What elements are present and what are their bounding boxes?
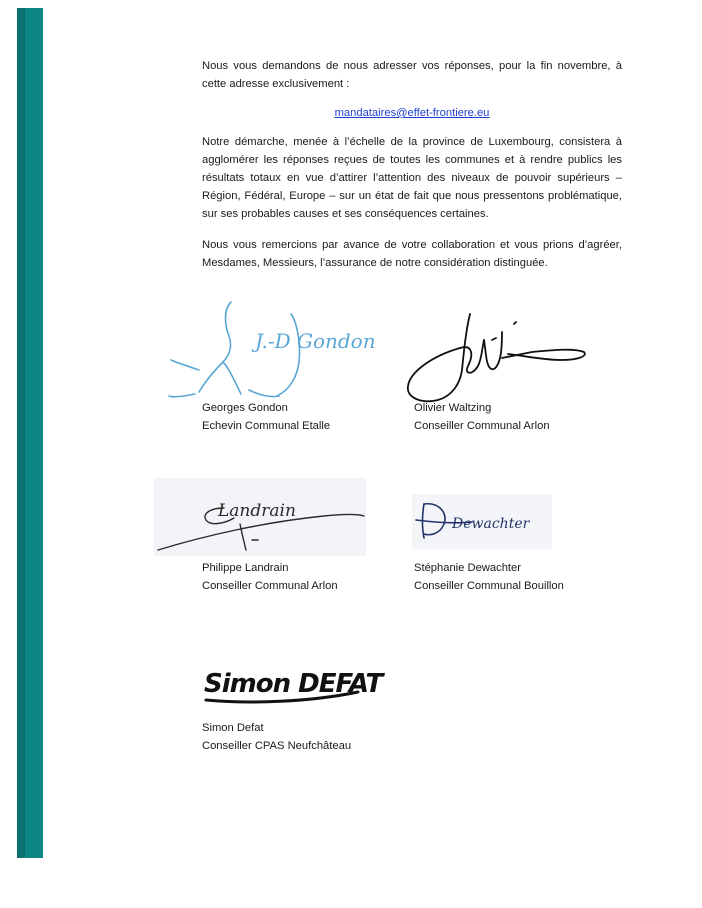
paragraph-approach: Notre démarche, menée à l’échelle de la province de Luxembourg, consistera à agglomérer les réponses reçues de toutes les communes et à rendre publics les résultats totaux en vue d’attirer l’attention des niveaux de pouvoir supérieurs – Région, Fédéral, Europe – sur un état de fait que nous pressentons problématique, sur ses probables causes et ses conséquences certaines. [202, 136, 622, 220]
signature-gondon-image [165, 296, 376, 406]
teal-accent-bar [17, 8, 43, 858]
signature-dewachter-image [412, 494, 552, 549]
signatory-name-defat: Simon Defat [202, 722, 264, 734]
signature-dewachter-text: Dewachter [452, 516, 530, 532]
signatory-title-landrain: Conseiller Communal Arlon [202, 580, 338, 592]
signature-defat-image [200, 652, 383, 708]
signature-landrain-text: Landrain [218, 501, 296, 521]
signatory-name-landrain: Philippe Landrain [202, 562, 289, 574]
signatory-title-defat: Conseiller CPAS Neufchâteau [202, 740, 352, 752]
signatory-name-waltzing: Olivier Waltzing [414, 402, 492, 414]
signature-landrain-image [154, 478, 366, 556]
email-link[interactable]: mandataires@effet-frontiere.eu [334, 107, 490, 119]
signatory-title-waltzing: Conseiller Communal Arlon [414, 420, 550, 432]
signature-defat-text: Simon DEFAT [204, 669, 383, 699]
signatory-name-gondon: Georges Gondon [202, 402, 288, 414]
paragraph-request: Nous vous demandons de nous adresser vos réponses, pour la fin novembre, à cette adresse exclusivement : [202, 60, 622, 90]
signatory-title-gondon: Echevin Communal Etalle [202, 420, 331, 432]
signature-waltzing-image [402, 310, 592, 405]
signatory-title-dewachter: Conseiller Communal Bouillon [414, 580, 564, 592]
signatory-name-dewachter: Stéphanie Dewachter [414, 562, 521, 574]
email-line [202, 104, 622, 122]
signature-gondon-text: J.-D Gondon [255, 329, 376, 353]
paragraph-closing: Nous vous remercions par avance de votre collaboration et vous prions d’agréer, Mesdames, Messieurs, l’assurance de notre considération distinguée. [202, 239, 622, 269]
